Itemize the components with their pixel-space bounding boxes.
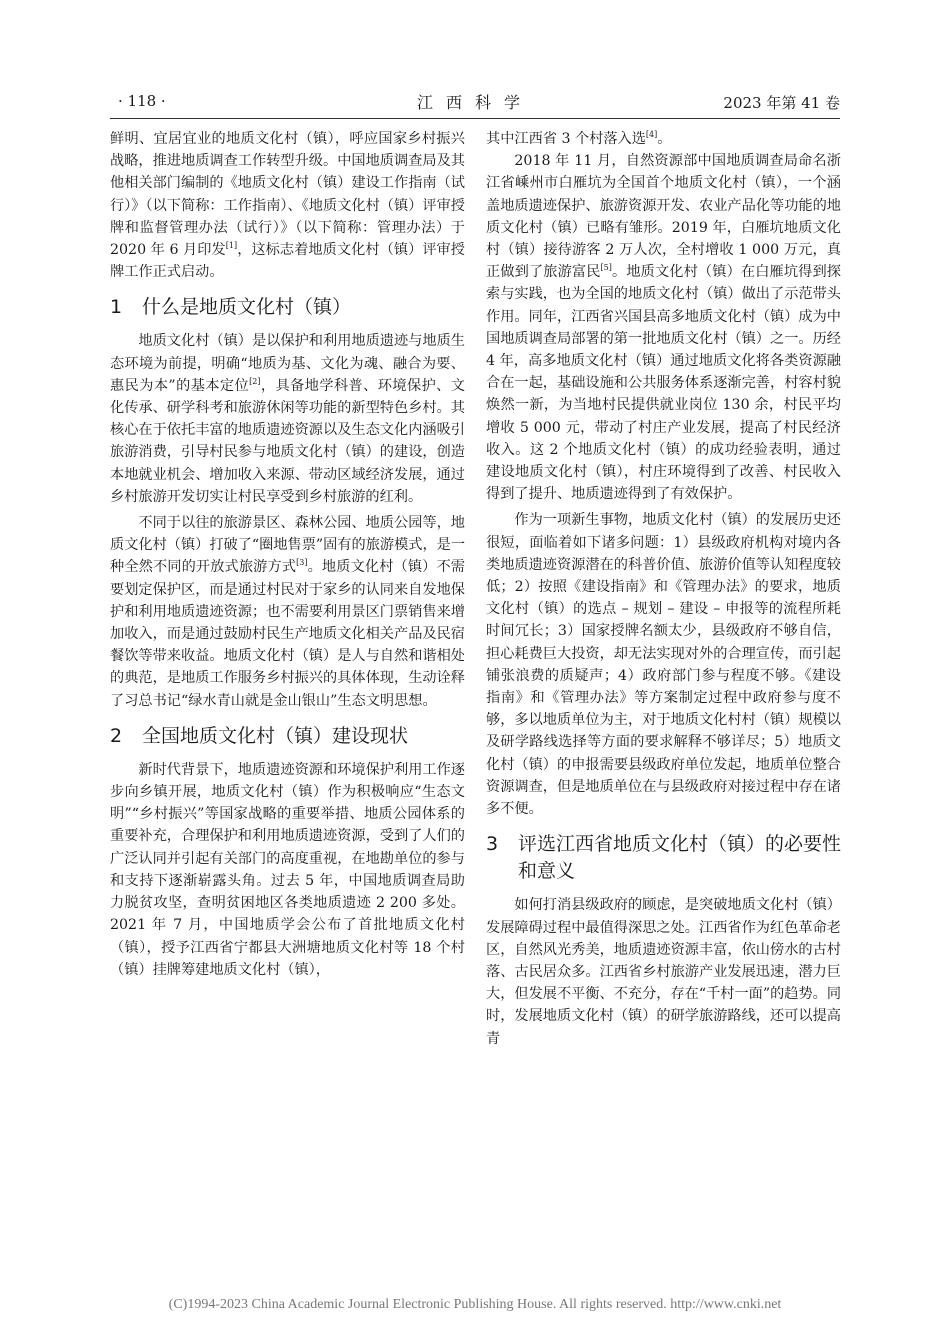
citation[interactable]: [2]	[249, 376, 261, 386]
citation[interactable]: [4]	[645, 130, 658, 139]
paragraph: 其中江西省 3 个村落入选[4]。	[486, 130, 672, 147]
section-title: 评选江西省地质文化村（镇）的必要性和意义	[518, 833, 842, 883]
copyright-footer: (C)1994-2023 China Academic Journal Electronic Publishing House. All rights reserved. http://www.cnki.net	[168, 1297, 782, 1312]
section-number: 3	[486, 833, 499, 856]
paragraph: 如何打消县级政府的顾虑，是突破地质文化村（镇）发展障碍过程中最值得深思之处。江西省作为红色革命老区，自然风光秀美，地质遗迹资源丰富，依山傍水的古村落、古民居众多。江西省乡村旅游产业发展迅速，潜力巨大，但发展不平衡、不充分，存在“千村一面”的趋势。同时，发展地质文化村（镇）的研学旅游路线，还可以提高青	[486, 897, 842, 1047]
paragraph: 作为一项新生事物，地质文化村（镇）的发展历史还很短，面临着如下诸多问题：1）县级政府机构对境内各类地质遗迹资源潜在的科普价值、旅游价值等认知程度较低；2）按照《建设指南》和《管理办法》的要求，地质文化村（镇）的选点 – 规划 – 建设 – 申报等的流程所耗时间冗长；3）国家授牌名额太少，县级政府不够自信，担心耗费巨大投资，却无法实现对外的合理宣传，而引起铺张浪费的质疑声；4）政府部门参与程度不够。《建设指南》和《管理办法》等方案制定过程中政府参与度不够，多以地质单位为主，对于地质文化村村（镇）规模以及研学路线选择等方面的要求解释不够详尽；5）地质文化村（镇）的申报需要县级政府单位发起，地质单位整合资源调查，但是地质单位在与县级政府对接过程中存在诸多不便。	[486, 512, 841, 818]
right-column	[486, 128, 841, 1050]
section-heading-2	[110, 723, 465, 750]
page-number: · 118 ·	[118, 92, 166, 110]
paragraph: 新时代背景下，地质遗迹资源和环境保护利用工作逐步向乡镇开展，地质文化村（镇）作为积极响应“生态文明”“乡村振兴”等国家战略的重要举措、地质公园体系的重要补充，合理保护和利用地质遗迹资源，受到了人们的广泛认同并引起有关部门的高度重视，在地勘单位的参与和支持下逐渐崭露头角。过去 5 年，中国地质调查局助力脱贫攻坚，查明贫困地区各类地质遗迹 2 200 多处。2021 年 7 月，中国地质学会公布了首批地质文化村（镇），授予江西省宁都县大洲塘地质文化村等 18 个村（镇）挂牌筹建地质文化村（镇），	[110, 761, 465, 978]
paragraph: 地质文化村（镇）是以保护和利用地质遗迹与地质生态环境为前提，明确“地质为基、文化为魂、融合为要、惠民为本”的基本定位[2]，具备地学科普、环境保护、文化传承、研学科考和旅游休闲等功能的新型特色乡村。其核心在于依托丰富的地质遗迹资源以及生态文化内涵吸引旅游消费，引导村民参与地质文化村（镇）的建设，创造本地就业机会、增加收入来源、带动区域经济发展，通过乡村旅游开发切实让村民享受到乡村旅游的红利。	[110, 333, 465, 505]
journal-name: 江西科学	[416, 93, 533, 112]
journal-volume: 2023 年第 41 卷	[723, 94, 840, 112]
paragraph: 2018 年 11 月，自然资源部中国地质调查局命名浙江省嵊州市白雁坑为全国首个地质文化村（镇），一个涵盖地质遗迹保护、旅游资源开发、农业产品化等功能的地质文化村（镇）已略有雏形。2019 年，白雁坑地质文化村（镇）接待游客 2 万人次，全村增收 1 000 万元，真正做到了旅游富民[5]。地质文化村（镇）在白雁坑得到探索与实践，也为全国的地质文化村（镇）做出了示范带头作用。同年，江西省兴国县高多地质文化村（镇）成为中国地质调查局部署的第一批地质文化村（镇）之一。历经 4 年，高多地质文化村（镇）通过地质文化将各类资源融合在一起，基础设施和公共服务体系逐渐完善，村容村貌焕然一新，为当地村民提供就业岗位 130 余，村民平均增收 5 000 元，带动了村庄产业发展，提高了村民经济收入。这 2 个地质文化村（镇）的成功经验表明，通过建设地质文化村（镇），村庄环境得到了改善、村民收入得到了提升、地质遗迹得到了有效保护。	[486, 153, 841, 503]
section-number: 2	[110, 724, 123, 747]
paragraph: 鲜明、宜居宜业的地质文化村（镇），呼应国家乡村振兴战略，推进地质调查工作转型升级。中国地质调查局及其他相关部门编制的《地质文化村（镇）建设工作指南（试行）》（以下简称：工作指南）、《地质文化村（镇）评审授牌和监督管理办法（试行）》（以下简称：管理办法）于 2020 年 6 月印发[1]，这标志着地质文化村（镇）评审授牌工作正式启动。	[110, 131, 465, 281]
section-title: 什么是地质文化村（镇）	[142, 296, 352, 319]
citation[interactable]: [5]	[600, 263, 612, 273]
section-heading-3	[486, 831, 841, 885]
citation[interactable]: [3]	[296, 558, 308, 568]
header-rule	[110, 118, 840, 119]
running-header	[110, 90, 840, 118]
section-heading-1	[110, 294, 465, 321]
left-column	[110, 128, 465, 981]
section-title: 全国地质文化村（镇）建设现状	[142, 724, 409, 747]
citation[interactable]: [1]	[225, 241, 238, 251]
paragraph: 不同于以往的旅游景区、森林公园、地质公园等，地质文化村（镇）打破了“圈地售票”固有的旅游模式，是一种全然不同的开放式旅游方式[3]。地质文化村（镇）不需要划定保护区，而是通过村民对于家乡的认同来自发地保护和利用地质遗迹资源；也不需要利用景区门票销售来增加收入，而是通过鼓励村民生产地质文化相关产品及民宿餐饮等带来收益。地质文化村（镇）是人与自然和谐相处的典范，是地质工作服务乡村振兴的具体体现，生动诠释了习总书记“绿水青山就是金山银山”生态文明思想。	[110, 515, 466, 709]
section-number: 1	[110, 296, 123, 319]
